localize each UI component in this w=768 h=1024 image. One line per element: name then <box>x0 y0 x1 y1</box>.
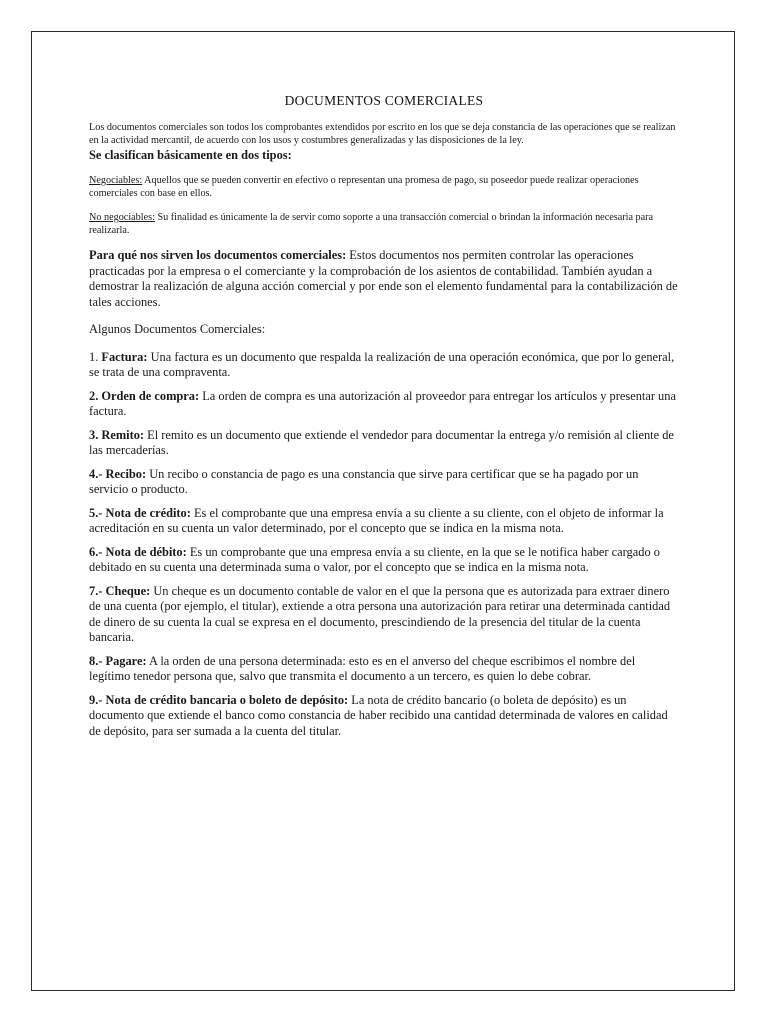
document-item-nota-de-credito <box>89 506 679 537</box>
type-no-negociables <box>89 211 679 237</box>
type-negociables <box>89 174 679 200</box>
item-term: Factura: <box>101 349 148 364</box>
document-title: DOCUMENTOS COMERCIALES <box>284 93 484 108</box>
item-text: Un cheque es un documento contable de valor en el que la persona que es autorizada para extraer dinero de una cuenta (por ejemplo, el titular), extiende a otra persona una autorización para retirar una determinada cantidad de dinero de su cuenta la cual se expresa en el documento, prescindiendo de la presencia del titular de la cuenta bancaria. <box>89 583 671 644</box>
item-text: Un recibo o constancia de pago es una constancia que sirve para certificar que se ha pagado por un servicio o producto. <box>89 466 639 496</box>
item-text: Es el comprobante que una empresa envía a su cliente a su cliente, con el objeto de informar la acreditación en su cuenta un valor determinado, por el concepto que se indica en la misma nota. <box>89 505 664 535</box>
purpose-text: Estos documentos nos permiten controlar las operaciones practicadas por la empresa o el comerciante y la comprobación de los asientos de contabilidad. También ayudan a demostrar la realización de alguna acción comercial y por ende son el elemento fundamental para la contabilización de tales acciones. <box>89 248 678 309</box>
document-item-recibo <box>89 467 679 498</box>
item-text: La orden de compra es una autorización al proveedor para entregar los artículos y presentar una factura. <box>89 388 676 418</box>
item-term: 2. Orden de compra: <box>89 388 200 403</box>
document-item-pagare <box>89 654 679 685</box>
item-term: 9.- Nota de crédito bancaria o boleto de depósito: <box>89 692 349 707</box>
document-item-factura <box>89 350 679 381</box>
item-term: 6.- Nota de débito: <box>89 544 187 559</box>
type-term: Negociables: <box>89 175 143 186</box>
item-text: A la orden de una persona determinada: esto es en el anverso del cheque escribimos el nombre del legítimo tenedor persona que, salvo que transmita el documento a un tercero, es quien lo debe cobrar. <box>89 653 636 683</box>
item-term: 7.- Cheque: <box>89 583 151 598</box>
document-item-remito <box>89 428 679 459</box>
item-text: El remito es un documento que extiende el vendedor para documentar la entrega y/o remisión al cliente de las mercaderías. <box>89 427 674 457</box>
item-term: 8.- Pagare: <box>89 653 147 668</box>
type-text: Aquellos que se pueden convertir en efectivo o representan una promesa de pago, su poseedor puede realizar operaciones comerciales con base en ellos. <box>89 175 639 199</box>
item-term: 3. Remito: <box>89 427 145 442</box>
item-text: Es un comprobante que una empresa envía a su cliente, en la que se le notifica haber cargado o debitado en su cuenta una determinada suma o valor, por el concepto que se indica en la misma nota. <box>89 544 660 574</box>
item-text: La nota de crédito bancario (o boleta de depósito) es un documento que extiende el banco como constancia de haber recibido una cantidad determinada de valores en calidad de depósito, para ser sumada a la cuenta del titular. <box>89 692 668 738</box>
classification-heading: Se clasifican básicamente en dos tipos: <box>89 148 292 162</box>
document-item-nota-de-credito-bancaria <box>89 693 679 740</box>
type-term: No negociables: <box>89 212 155 223</box>
list-intro: Algunos Documentos Comerciales: <box>89 322 266 336</box>
document-body <box>89 93 679 747</box>
document-item-orden-de-compra <box>89 389 679 420</box>
document-item-nota-de-debito <box>89 545 679 576</box>
purpose-term: Para qué nos sirven los documentos comerciales: <box>89 248 347 262</box>
type-text: Su finalidad es únicamente la de servir como soporte a una transacción comercial o brindan la información necesaria para realizarla. <box>89 212 654 236</box>
item-prefix: 1. <box>89 349 102 364</box>
item-term: 4.- Recibo: <box>89 466 147 481</box>
purpose-paragraph <box>89 248 679 310</box>
intro-paragraph: Los documentos comerciales son todos los comprobantes extendidos por escrito en los que se deja constancia de las operaciones que se realizan en la actividad mercantil, de acuerdo con los usos y costumbres generalizadas y las disposiciones de la ley. <box>89 122 676 146</box>
item-text: Una factura es un documento que respalda la realización de una operación económica, que por lo general, se trata de una compraventa. <box>89 349 675 379</box>
item-term: 5.- Nota de crédito: <box>89 505 191 520</box>
document-item-cheque <box>89 584 679 646</box>
